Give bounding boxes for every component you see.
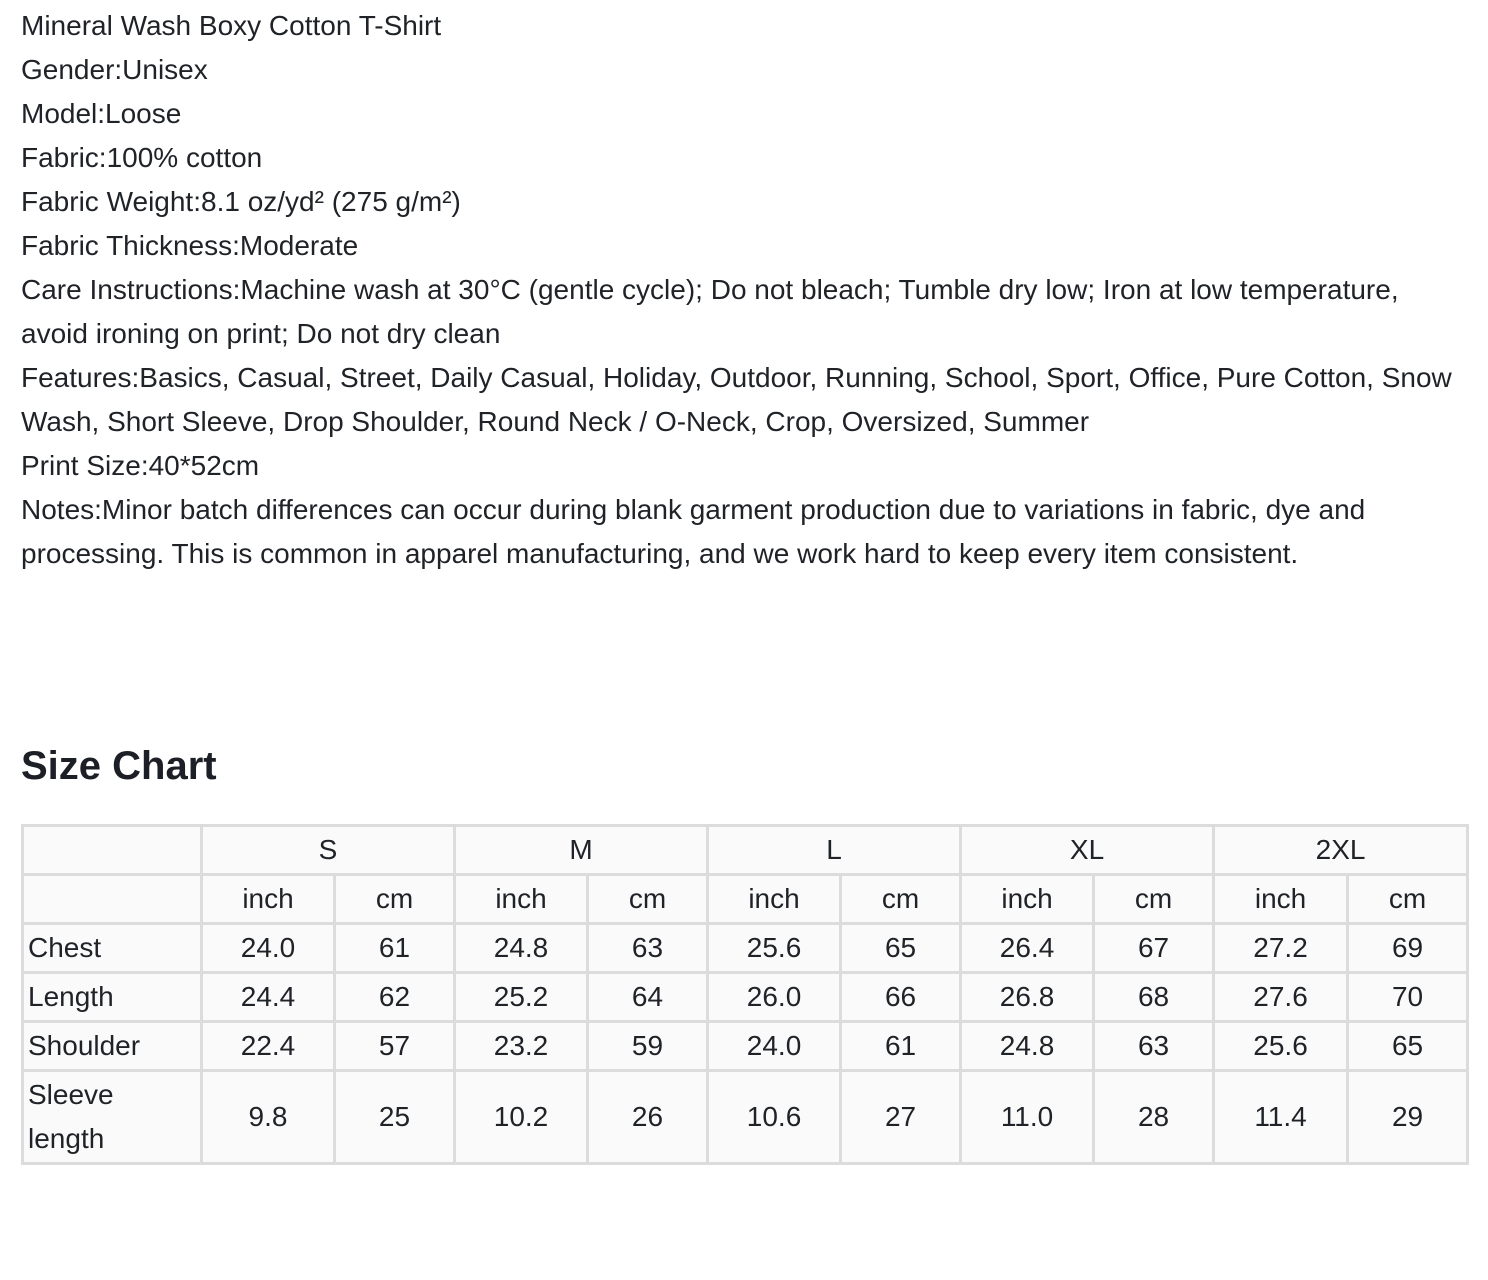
table-cell: 68	[1094, 973, 1214, 1022]
table-cell: 10.2	[455, 1071, 588, 1164]
table-cell: 67	[1094, 924, 1214, 973]
table-cell: 28	[1094, 1071, 1214, 1164]
size-header-l: L	[708, 826, 961, 875]
table-row-shoulder	[23, 1022, 1468, 1071]
unit-inch: inch	[202, 875, 335, 924]
table-row-chest	[23, 924, 1468, 973]
table-cell: 25.2	[455, 973, 588, 1022]
table-cell: 62	[335, 973, 455, 1022]
size-header-xl: XL	[961, 826, 1214, 875]
table-cell: 64	[588, 973, 708, 1022]
table-cell: 59	[588, 1022, 708, 1071]
unit-inch: inch	[1214, 875, 1348, 924]
table-cell: 24.4	[202, 973, 335, 1022]
table-cell: 65	[841, 924, 961, 973]
table-cell: 61	[841, 1022, 961, 1071]
size-chart-table	[21, 824, 1469, 1165]
table-cell: 11.4	[1214, 1071, 1348, 1164]
table-cell: 70	[1348, 973, 1468, 1022]
size-header-row	[23, 826, 1468, 875]
spec-gender: Gender:Unisex	[21, 54, 208, 85]
table-cell: 27.6	[1214, 973, 1348, 1022]
table-cell: 24.0	[708, 1022, 841, 1071]
row-label-shoulder: Shoulder	[23, 1022, 202, 1071]
unit-cm: cm	[1094, 875, 1214, 924]
table-cell: 26.4	[961, 924, 1094, 973]
unit-inch: inch	[961, 875, 1094, 924]
spec-model: Model:Loose	[21, 98, 182, 129]
unit-cm: cm	[1348, 875, 1468, 924]
table-cell: 11.0	[961, 1071, 1094, 1164]
table-cell: 23.2	[455, 1022, 588, 1071]
table-row-sleeve-length	[23, 1071, 1468, 1164]
table-cell: 65	[1348, 1022, 1468, 1071]
table-cell: 10.6	[708, 1071, 841, 1164]
table-cell: 9.8	[202, 1071, 335, 1164]
table-cell: 24.0	[202, 924, 335, 973]
table-cell: 29	[1348, 1071, 1468, 1164]
table-cell: 26.8	[961, 973, 1094, 1022]
table-cell: 63	[1094, 1022, 1214, 1071]
row-label-length: Length	[23, 973, 202, 1022]
table-cell: 69	[1348, 924, 1468, 973]
table-row-length	[23, 973, 1468, 1022]
unit-inch: inch	[708, 875, 841, 924]
unit-cm: cm	[841, 875, 961, 924]
unit-cm: cm	[588, 875, 708, 924]
spec-features: Features:Basics, Casual, Street, Daily Casual, Holiday, Outdoor, Running, School, Sport, Office, Pure Cotton, Snow Wash, Short Sleeve, Drop Shoulder, Round Neck / O-Neck, Crop, Oversized, Summer	[21, 362, 1452, 437]
table-cell: 25	[335, 1071, 455, 1164]
table-cell: 26.0	[708, 973, 841, 1022]
unit-header-row	[23, 875, 1468, 924]
spec-care-instructions: Care Instructions:Machine wash at 30°C (gentle cycle); Do not bleach; Tumble dry low; Iron at low temperature, avoid ironing on print; Do not dry clean	[21, 274, 1399, 349]
table-cell: 27	[841, 1071, 961, 1164]
size-header-s: S	[202, 826, 455, 875]
size-header-2xl: 2XL	[1214, 826, 1468, 875]
product-description	[21, 4, 1466, 576]
unit-inch: inch	[455, 875, 588, 924]
size-header-m: M	[455, 826, 708, 875]
table-cell: 27.2	[1214, 924, 1348, 973]
unit-corner-cell	[23, 875, 202, 924]
table-cell: 26	[588, 1071, 708, 1164]
table-cell: 24.8	[961, 1022, 1094, 1071]
row-label-chest: Chest	[23, 924, 202, 973]
spec-fabric-thickness: Fabric Thickness:Moderate	[21, 230, 359, 261]
spec-print-size: Print Size:40*52cm	[21, 450, 260, 481]
spec-fabric: Fabric:100% cotton	[21, 142, 263, 173]
unit-cm: cm	[335, 875, 455, 924]
table-cell: 22.4	[202, 1022, 335, 1071]
table-cell: 24.8	[455, 924, 588, 973]
table-cell: 57	[335, 1022, 455, 1071]
table-cell: 25.6	[708, 924, 841, 973]
row-label-sleeve-length: Sleeve length	[23, 1071, 202, 1164]
table-cell: 25.6	[1214, 1022, 1348, 1071]
spec-fabric-weight: Fabric Weight:8.1 oz/yd² (275 g/m²)	[21, 186, 461, 217]
table-cell: 66	[841, 973, 961, 1022]
corner-cell	[23, 826, 202, 875]
table-cell: 63	[588, 924, 708, 973]
spec-notes: Notes:Minor batch differences can occur during blank garment production due to variations in fabric, dye and processing. This is common in apparel manufacturing, and we work hard to keep every item consistent.	[21, 494, 1366, 569]
size-chart-title: Size Chart	[21, 744, 217, 788]
product-title: Mineral Wash Boxy Cotton T-Shirt	[21, 10, 442, 41]
table-cell: 61	[335, 924, 455, 973]
